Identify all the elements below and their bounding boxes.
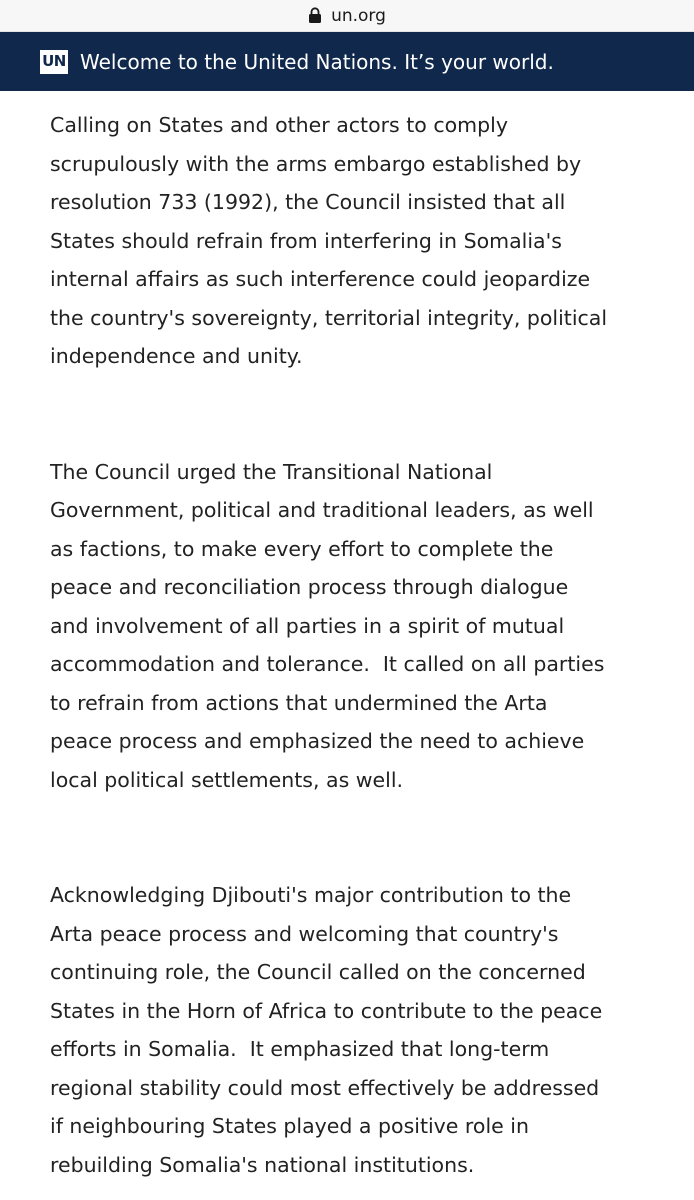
paragraph-arms-embargo: Calling on States and other actors to comply scrupulously with the arms embargo established by resolution 733 (1992), the Council insisted that all States should refrain from interfering in Somalia's internal affairs as such interference could jeopardize the country's sovereignty, territorial integrity, political independence and unity. (50, 113, 608, 368)
url-text[interactable]: un.org (331, 5, 386, 26)
address-bar[interactable] (0, 0, 694, 32)
banner-text[interactable]: Welcome to the United Nations. It’s your world. (80, 49, 554, 74)
un-welcome-banner[interactable] (0, 32, 694, 91)
paragraph-djibouti-contribution: Acknowledging Djibouti's major contribution to the Arta peace process and welcoming that country's continuing role, the Council called on the concerned States in the Horn of Africa to contribute to the peace efforts in Somalia. It emphasized that long-term regional stability could most effectively be addressed if neighbouring States played a positive role in rebuilding Somalia's national institutions. (50, 883, 603, 1177)
un-logo: UN (40, 50, 68, 74)
paragraph-transitional-government: The Council urged the Transitional National Government, political and traditional leaders, as well as factions, to make every effort to complete the peace and reconciliation process through dialogue and involvement of all parties in a spirit of mutual accommodation and tolerance. It called on all parties to refrain from actions that undermined the Arta peace process and emphasized the need to achieve local political settlements, as well. (50, 459, 605, 792)
article-body (50, 106, 650, 1184)
lock-icon (308, 7, 322, 23)
